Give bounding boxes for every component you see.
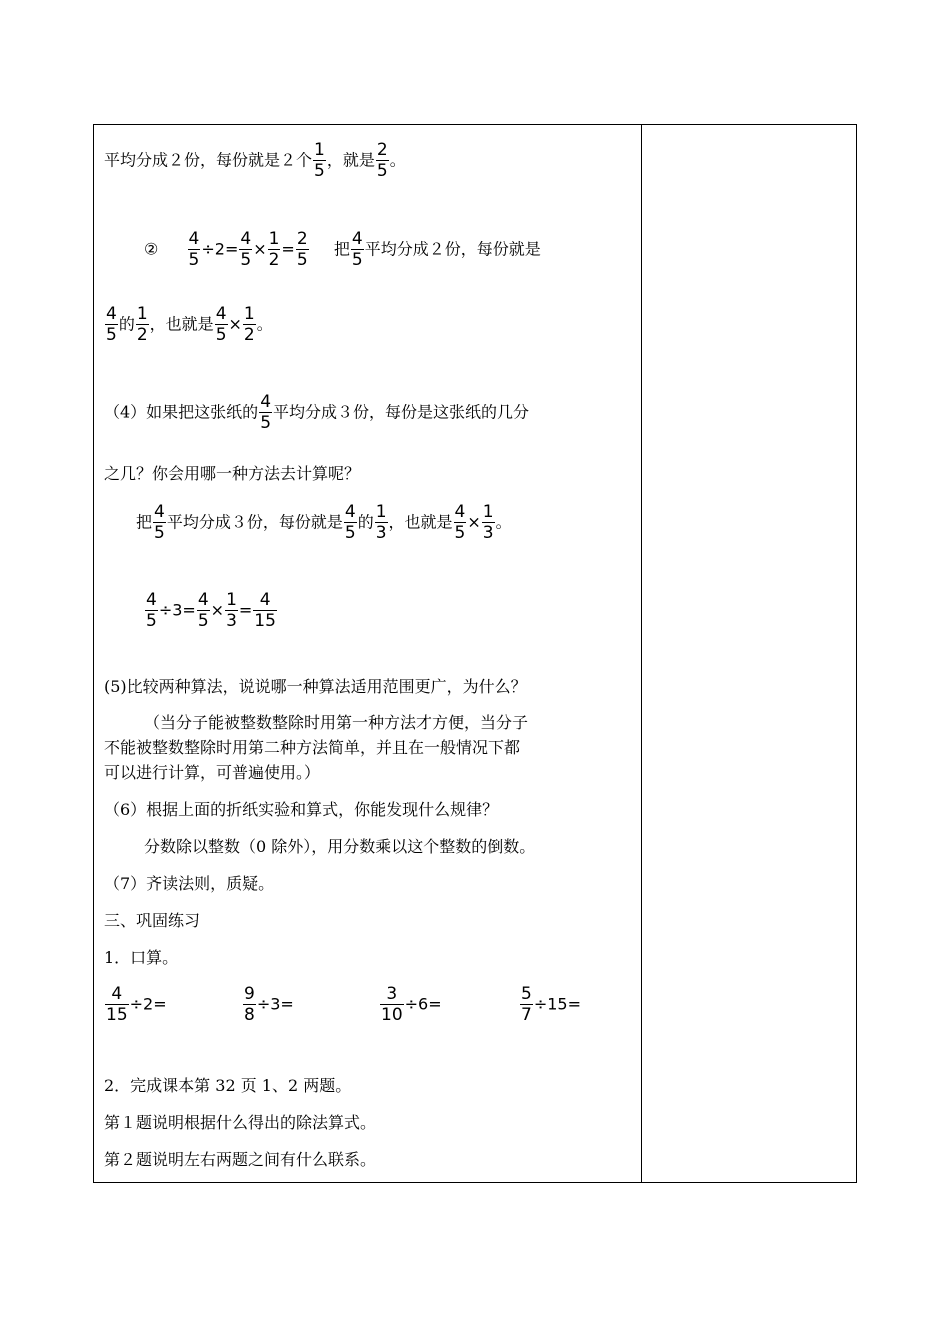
oral-item-2: $\frac{9}{8}$ ÷3= — [244, 984, 294, 1025]
text: 平均分成２份，每份就是 — [364, 239, 541, 259]
text: 。 — [389, 150, 406, 170]
fraction: $\frac{1}{2}$ — [268, 229, 280, 270]
fraction: $\frac{4}{5}$ — [188, 229, 200, 270]
line-7: $\frac{4}{5}$ ÷3= $\frac{4}{5}$ × $\frac{1}{3}$ = $\frac{4}{15}$ — [146, 590, 276, 631]
circled-number: ② — [144, 239, 159, 259]
line-18: 第１题说明根据什么得出的除法算式。 — [104, 1113, 377, 1132]
column-divider — [641, 124, 642, 1183]
oral-item-1: $\frac{4}{15}$ ÷2= — [106, 984, 167, 1025]
line-1 — [104, 140, 406, 181]
fraction: $\frac{1}{3}$ — [226, 590, 237, 631]
line-19: 第２题说明左右两题之间有什么联系。 — [104, 1150, 377, 1169]
lesson-table — [93, 124, 857, 1183]
line-14: （7）齐读法则，质疑。 — [104, 874, 275, 893]
line-6: 把 $\frac{4}{5}$ 平均分成３份，每份就是 $\frac{4}{5}$ 的 $\frac{1}{3}$ ，也就是 $\frac{4}{5}$ × $\frac{1}{3}$ 。 — [136, 502, 512, 543]
text: 平均分成２份，每份就是２个 — [104, 150, 313, 170]
line-11: 可以进行计算，可普遍使用。） — [104, 763, 321, 782]
line-3: $\frac{4}{5}$ 的 $\frac{1}{2}$ ，也就是 $\frac{4}{5}$ × $\frac{1}{2}$ 。 — [106, 304, 273, 345]
fraction: $\frac{1}{2}$ — [243, 304, 255, 345]
fraction: $\frac{4}{5}$ — [146, 590, 157, 631]
line-10: 不能被整数整除时用第二种方法简单，并且在一般情况下都 — [104, 738, 521, 757]
fraction: $\frac{4}{5}$ — [197, 590, 209, 631]
fraction: $\frac{2}{5}$ — [376, 140, 388, 181]
line-4: （4）如果把这张纸的 $\frac{4}{5}$ 平均分成３份，每份是这张纸的几分 — [104, 392, 530, 433]
line-13: 分数除以整数（0 除外），用分数乘以这个整数的倒数。 — [144, 837, 536, 856]
fraction: $\frac{4}{5}$ — [351, 229, 363, 270]
line-2: ② $\frac{4}{5}$ ÷2= $\frac{4}{5}$ × $\frac{1}{2}$ = $\frac{2}{5}$ 把 $\frac{4}{5}$ 平均分成２份，每份就是 — [144, 229, 541, 270]
line-17: 2．完成课本第 32 页 1、2 两题。 — [104, 1076, 352, 1095]
fraction: $\frac{4}{5}$ — [260, 392, 272, 433]
text: ，就是 — [326, 150, 375, 170]
line-5: 之几？你会用哪一种方法去计算呢？ — [104, 464, 361, 483]
line-16: 1．口算。 — [104, 948, 179, 967]
fraction: $\frac{1}{5}$ — [314, 140, 325, 181]
fraction: $\frac{4}{5}$ — [106, 304, 117, 345]
oral-item-3: $\frac{3}{10}$ ÷6= — [381, 984, 442, 1025]
text: 把 — [333, 239, 350, 259]
fraction: $\frac{1}{3}$ — [482, 502, 494, 543]
fraction: $\frac{4}{5}$ — [240, 229, 252, 270]
fraction: $\frac{1}{2}$ — [136, 304, 148, 345]
fraction: $\frac{4}{15}$ — [254, 590, 276, 631]
fraction: $\frac{1}{3}$ — [375, 502, 387, 543]
fraction: $\frac{2}{5}$ — [296, 229, 308, 270]
line-8: (5)比较两种算法，说说哪一种算法适用范围更广，为什么？ — [104, 677, 527, 696]
line-15: 三、巩固练习 — [104, 911, 201, 930]
line-12: （6）根据上面的折纸实验和算式，你能发现什么规律？ — [104, 800, 499, 819]
fraction: $\frac{4}{5}$ — [454, 502, 466, 543]
fraction: $\frac{4}{5}$ — [215, 304, 227, 345]
oral-item-4: $\frac{5}{7}$ ÷15= — [521, 984, 581, 1025]
fraction: $\frac{4}{5}$ — [344, 502, 356, 543]
fraction: $\frac{4}{5}$ — [154, 502, 165, 543]
line-9: （当分子能被整数整除时用第一种方法才方便，当分子 — [144, 713, 529, 732]
